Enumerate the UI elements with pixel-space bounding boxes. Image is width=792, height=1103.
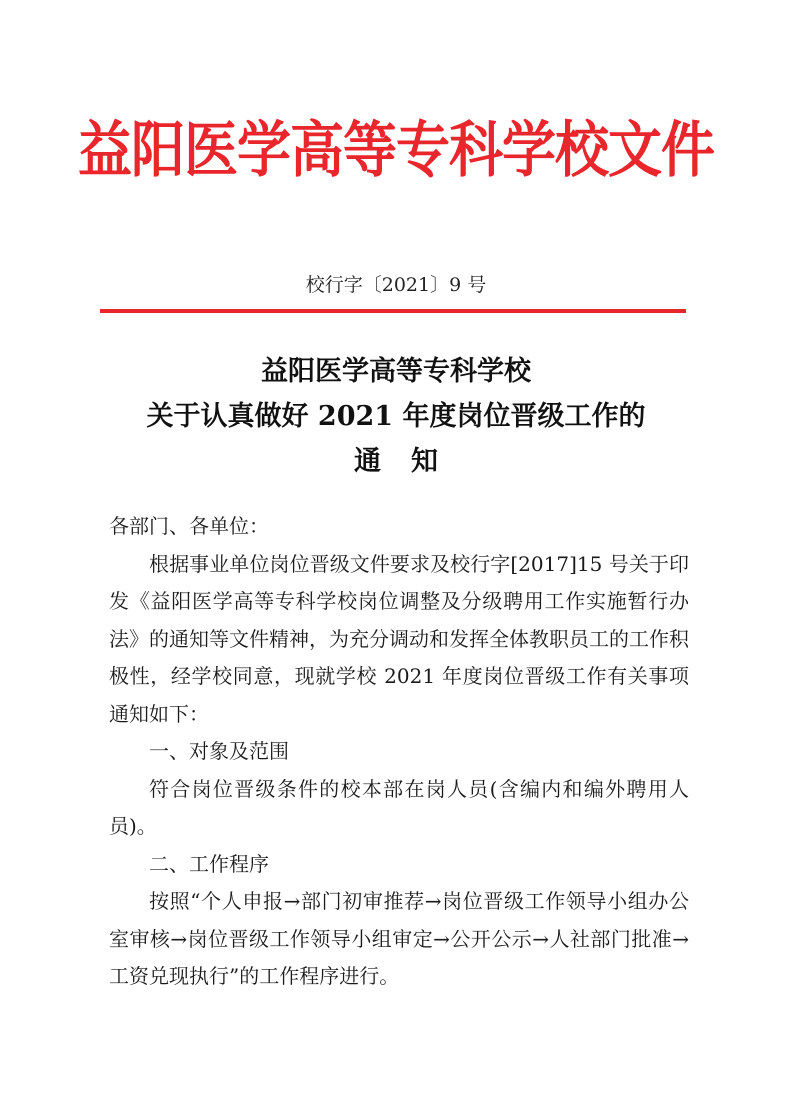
- salutation: 各部门、各单位：: [109, 514, 269, 538]
- title-line-2: 关于认真做好 2021 年度岗位晋级工作的: [146, 401, 646, 432]
- document-number: 校行字〔2021〕9 号: [305, 274, 487, 296]
- notice-title: [0, 349, 792, 484]
- section-1-text: 符合岗位晋级条件的校本部在岗人员(含编内和编外聘用人员)。: [109, 776, 689, 838]
- section-2-heading: 二、工作程序: [149, 851, 269, 876]
- intro-paragraph: 根据事业单位岗位晋级文件要求及校行字[2017]15 号关于印发《益阳医学高等专科学校岗位调整及分级聘用工作实施暂行办法》的通知等文件精神，为充分调动和发挥全体教职员工的工作积极性，经学校同意，现就学校 2021 年度岗位晋级工作有关事项通知如下：: [109, 551, 689, 726]
- masthead-title: 益阳医学高等专科学校文件: [78, 113, 714, 185]
- title-line-3: 通知: [354, 446, 468, 477]
- red-divider-line: [100, 309, 686, 313]
- section-1-heading: 一、对象及范围: [149, 739, 289, 763]
- title-line-1: 益阳医学高等专科学校: [261, 356, 531, 387]
- notice-body: [109, 508, 689, 996]
- section-2-text: 按照“个人申报→部门初审推荐→岗位晋级工作领导小组办公室审核→岗位晋级工作领导小组审定→公开公示→人社部门批准→工资兑现执行”的工作程序进行。: [109, 889, 689, 988]
